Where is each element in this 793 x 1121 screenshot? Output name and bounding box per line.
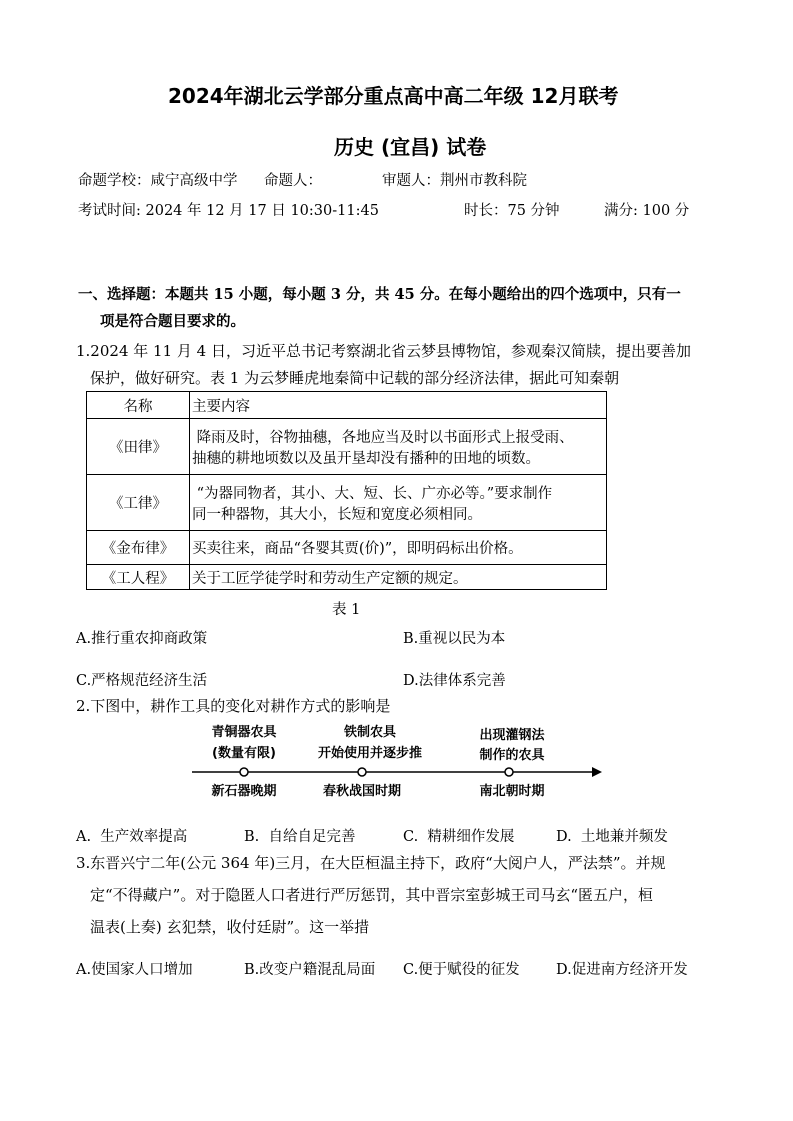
q1-option-d[interactable]: D.法律体系完善 bbox=[403, 673, 506, 689]
timeline-dot bbox=[358, 768, 366, 776]
table-cell-content: 买卖往来，商品“各婴其贾(价)”，即明码标出价格。 bbox=[190, 531, 607, 565]
law-table bbox=[86, 391, 607, 590]
exam-subtitle: 历史 (宜昌) 试卷 bbox=[334, 135, 487, 159]
exam-title: 2024年湖北云学部分重点高中高二年级 12月联考 bbox=[168, 84, 619, 108]
timeline-label-top: 青铜器农具 bbox=[211, 725, 277, 740]
timeline-label-top: 开始使用并逐步推 bbox=[317, 746, 422, 761]
table-cell-name: 《工律》 bbox=[87, 475, 190, 531]
q2-option-d[interactable]: D. 土地兼并频发 bbox=[556, 829, 668, 845]
timeline-label-top: 制作的农具 bbox=[479, 748, 545, 763]
timeline-arrow-icon bbox=[592, 767, 602, 777]
timeline-label-top: 铁制农具 bbox=[343, 725, 396, 740]
table-cell-line: “为器同物者，其小、大、短、长、广亦必等。”要求制作 bbox=[192, 485, 553, 502]
table-header-name: 名称 bbox=[87, 392, 190, 419]
table-row bbox=[87, 475, 607, 531]
table-cell-content bbox=[190, 475, 607, 531]
q2-stem: 2.下图中，耕作工具的变化对耕作方式的影响是 bbox=[76, 697, 391, 715]
q2-option-b[interactable]: B. 自给自足完善 bbox=[244, 829, 356, 845]
table-cell-line: 抽穗的耕地顷数以及虽开垦却没有播种的田地的顷数。 bbox=[192, 450, 540, 467]
meta-duration: 时长：75 分钟 bbox=[464, 203, 560, 219]
q3-option-d[interactable]: D.促进南方经济开发 bbox=[556, 962, 688, 978]
q3-stem-line2: 定“不得藏户”。对于隐匿人口者进行严厉惩罚，其中晋宗室彭城王司马玄“匿五户，桓 bbox=[90, 886, 654, 904]
table-row bbox=[87, 565, 607, 590]
table-row bbox=[87, 531, 607, 565]
q1-stem-line1: 1.2024 年 11 月 4 日，习近平总书记考察湖北省云梦县博物馆，参观秦汉简牍，提出要善加 bbox=[76, 342, 691, 360]
q3-option-c[interactable]: C.便于赋役的征发 bbox=[403, 962, 520, 978]
q3-option-a[interactable]: A.使国家人口增加 bbox=[76, 962, 193, 978]
table-row bbox=[87, 419, 607, 475]
timeline-label-top: (数量有限) bbox=[212, 746, 276, 761]
table-cell-line: 同一种器物，其大小，长短和宽度必须相同。 bbox=[192, 506, 482, 523]
table-cell-content: 关于工匠学徒学时和劳动生产定额的规定。 bbox=[190, 565, 607, 590]
meta-author: 命题人： bbox=[264, 173, 322, 189]
meta-time: 考试时间: 2024 年 12 月 17 日 10:30-11:45 bbox=[78, 203, 379, 219]
table-caption: 表 1 bbox=[332, 602, 361, 618]
table-cell-line: 降雨及时，谷物抽穗，各地应当及时以书面形式上报受雨、 bbox=[192, 429, 574, 446]
q2-option-c[interactable]: C. 精耕细作发展 bbox=[403, 829, 515, 845]
timeline-label-bottom: 春秋战国时期 bbox=[322, 784, 401, 799]
timeline-label-top: 出现灌钢法 bbox=[479, 728, 545, 743]
section-heading-line2: 项是符合题目要求的。 bbox=[100, 313, 245, 330]
section-heading-line1: 一、选择题：本题共 15 小题，每小题 3 分，共 45 分。在每小题给出的四个选项中，只有一 bbox=[78, 286, 681, 303]
q1-option-b[interactable]: B.重视以民为本 bbox=[403, 631, 506, 647]
table-header-content: 主要内容 bbox=[190, 392, 607, 419]
table-cell-name: 《田律》 bbox=[87, 419, 190, 475]
meta-score: 满分: 100 分 bbox=[604, 203, 690, 219]
q1-option-a[interactable]: A.推行重农抑商政策 bbox=[76, 631, 208, 647]
timeline-dot bbox=[240, 768, 248, 776]
table-header-row bbox=[87, 392, 607, 419]
q3-option-b[interactable]: B.改变户籍混乱局面 bbox=[244, 962, 376, 978]
q2-option-a[interactable]: A. 生产效率提高 bbox=[76, 829, 188, 845]
table-cell-name: 《工人程》 bbox=[87, 565, 190, 590]
meta-reviewer: 审题人：荆州市教科院 bbox=[382, 173, 527, 189]
q1-stem-line2: 保护，做好研究。表 1 为云梦睡虎地秦简中记载的部分经济法律，据此可知秦朝 bbox=[90, 369, 620, 387]
meta-school: 命题学校：咸宁高级中学 bbox=[78, 173, 238, 189]
q3-stem-line1: 3.东晋兴宁二年(公元 364 年)三月，在大臣桓温主持下，政府“大阅户人，严法禁”。并规 bbox=[76, 854, 666, 872]
q3-stem-line3: 温表(上奏) 玄犯禁，收付廷尉”。这一举措 bbox=[90, 918, 370, 936]
table-cell-name: 《金布律》 bbox=[87, 531, 190, 565]
timeline-label-bottom: 南北朝时期 bbox=[479, 784, 545, 799]
timeline-dot bbox=[505, 768, 513, 776]
timeline-axis bbox=[186, 762, 606, 782]
table-cell-content bbox=[190, 419, 607, 475]
q1-option-c[interactable]: C.严格规范经济生活 bbox=[76, 673, 208, 689]
timeline-label-bottom: 新石器晚期 bbox=[211, 784, 277, 799]
